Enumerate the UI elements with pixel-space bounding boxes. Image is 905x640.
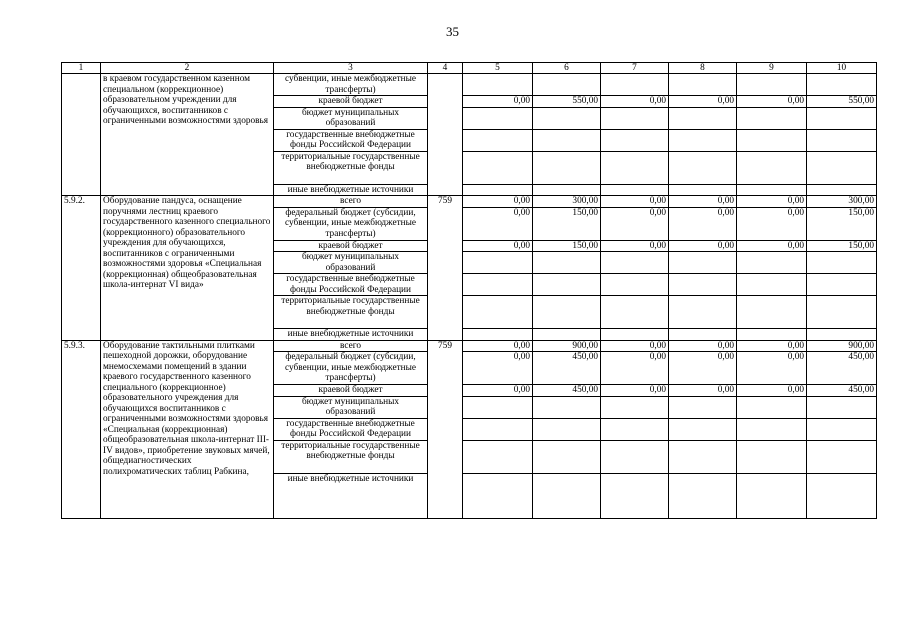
value-cell — [669, 151, 737, 184]
value-cell: 0,00 — [737, 240, 807, 252]
value-cell: 150,00 — [533, 240, 601, 252]
value-cell — [463, 274, 533, 296]
value-cell — [737, 396, 807, 418]
value-cell: 0,00 — [669, 240, 737, 252]
source-label: бюджет муниципальных образований — [274, 107, 428, 129]
value-cell: 0,00 — [737, 340, 807, 352]
value-cell: 450,00 — [533, 385, 601, 397]
value-cell — [601, 151, 669, 184]
item-code — [62, 74, 101, 196]
grbs-code — [428, 74, 463, 196]
value-cell: 0,00 — [669, 96, 737, 108]
value-cell: 450,00 — [807, 352, 877, 385]
value-cell: 0,00 — [463, 207, 533, 240]
value-cell — [601, 418, 669, 440]
item-name: в краевом государственном казенном специальном (коррекционное) образовательном учреждении для обучающихся, воспитанников с ограниченными возможностями здоровья — [101, 74, 274, 196]
source-label: иные внебюджетные источники — [274, 329, 428, 341]
value-cell: 0,00 — [463, 340, 533, 352]
value-cell — [463, 184, 533, 196]
value-cell — [533, 252, 601, 274]
source-label: федеральный бюджет (субсидии, субвенции, иные межбюджетные трансферты) — [274, 207, 428, 240]
source-label: государственные внебюджетные фонды Российской Федерации — [274, 274, 428, 296]
table-row — [62, 74, 877, 96]
value-cell — [807, 274, 877, 296]
value-cell — [669, 107, 737, 129]
value-cell: 0,00 — [601, 207, 669, 240]
value-cell: 0,00 — [601, 340, 669, 352]
value-cell — [737, 274, 807, 296]
value-cell — [533, 473, 601, 518]
source-label: территориальные государственные внебюджетные фонды — [274, 296, 428, 329]
value-cell — [669, 473, 737, 518]
item-name: Оборудование тактильными плитками пешеходной дорожки, оборудование мнемосхемами помещений в здании краевого государственного казенного специального (коррекционное) образовательного учреждения для обучающихся воспитанников с ограниченными возможностями здоровья «Специальная (коррекционная) общеобразовательная школа-интернат III-IV видов», приобретение звуковых мячей, общедиагностических полихроматических таблиц Рабкина, — [101, 340, 274, 518]
value-cell: 0,00 — [669, 385, 737, 397]
value-cell — [601, 252, 669, 274]
header-cell: 3 — [274, 63, 428, 74]
value-cell — [737, 418, 807, 440]
value-cell — [807, 440, 877, 473]
value-cell — [463, 151, 533, 184]
value-cell — [669, 74, 737, 96]
value-cell — [807, 107, 877, 129]
header-cell: 2 — [101, 63, 274, 74]
source-label: бюджет муниципальных образований — [274, 252, 428, 274]
value-cell — [601, 396, 669, 418]
source-label: краевой бюджет — [274, 96, 428, 108]
value-cell — [463, 473, 533, 518]
value-cell — [737, 329, 807, 341]
value-cell — [807, 151, 877, 184]
value-cell — [601, 296, 669, 329]
value-cell — [463, 418, 533, 440]
value-cell — [669, 329, 737, 341]
value-cell: 0,00 — [669, 340, 737, 352]
value-cell — [807, 418, 877, 440]
value-cell: 550,00 — [807, 96, 877, 108]
value-cell — [533, 151, 601, 184]
value-cell — [601, 329, 669, 341]
value-cell — [737, 74, 807, 96]
value-cell: 0,00 — [601, 196, 669, 208]
page-number: 35 — [446, 24, 459, 39]
value-cell — [669, 296, 737, 329]
value-cell: 150,00 — [533, 207, 601, 240]
source-label: иные внебюджетные источники — [274, 473, 428, 518]
value-cell: 0,00 — [601, 385, 669, 397]
value-cell — [807, 296, 877, 329]
value-cell — [601, 473, 669, 518]
value-cell — [669, 418, 737, 440]
value-cell: 0,00 — [601, 352, 669, 385]
value-cell — [669, 129, 737, 151]
value-cell — [601, 440, 669, 473]
item-name: Оборудование пандуса, оснащение поручнями лестниц краевого государственного казенного специального (коррекционного) образовательного учреждения для обучающихся, воспитанников с ограниченными возможностями здоровья «Специальная (коррекционная) общеобразовательная школа-интернат VI вида» — [101, 196, 274, 341]
value-cell — [737, 296, 807, 329]
value-cell: 150,00 — [807, 207, 877, 240]
value-cell: 0,00 — [463, 385, 533, 397]
value-cell — [737, 151, 807, 184]
value-cell: 0,00 — [669, 196, 737, 208]
source-label: субвенции, иные межбюджетные трансферты) — [274, 74, 428, 96]
value-cell — [533, 396, 601, 418]
header-cell: 10 — [807, 63, 877, 74]
value-cell: 0,00 — [737, 207, 807, 240]
value-cell — [737, 184, 807, 196]
table-body — [62, 63, 877, 519]
value-cell — [737, 440, 807, 473]
budget-table — [61, 62, 877, 519]
value-cell — [669, 252, 737, 274]
value-cell: 0,00 — [737, 196, 807, 208]
value-cell — [463, 129, 533, 151]
value-cell: 550,00 — [533, 96, 601, 108]
source-label: краевой бюджет — [274, 240, 428, 252]
value-cell — [533, 129, 601, 151]
value-cell: 0,00 — [601, 96, 669, 108]
value-cell — [463, 107, 533, 129]
value-cell — [463, 440, 533, 473]
value-cell — [601, 184, 669, 196]
value-cell — [533, 418, 601, 440]
value-cell — [807, 473, 877, 518]
value-cell: 300,00 — [807, 196, 877, 208]
value-cell — [533, 274, 601, 296]
value-cell — [533, 74, 601, 96]
header-cell: 7 — [601, 63, 669, 74]
header-cell: 9 — [737, 63, 807, 74]
table-row — [62, 196, 877, 208]
table-row — [62, 340, 877, 352]
value-cell — [463, 74, 533, 96]
source-label: иные внебюджетные источники — [274, 184, 428, 196]
header-cell: 8 — [669, 63, 737, 74]
value-cell — [601, 274, 669, 296]
value-cell — [737, 129, 807, 151]
value-cell — [669, 184, 737, 196]
source-label: государственные внебюджетные фонды Российской Федерации — [274, 129, 428, 151]
value-cell: 0,00 — [669, 352, 737, 385]
value-cell — [533, 296, 601, 329]
value-cell — [533, 107, 601, 129]
value-cell — [533, 440, 601, 473]
value-cell — [807, 329, 877, 341]
value-cell — [737, 473, 807, 518]
value-cell — [533, 329, 601, 341]
value-cell: 0,00 — [737, 385, 807, 397]
value-cell — [807, 184, 877, 196]
value-cell: 900,00 — [533, 340, 601, 352]
value-cell — [533, 184, 601, 196]
source-label: бюджет муниципальных образований — [274, 396, 428, 418]
value-cell: 0,00 — [463, 240, 533, 252]
source-label: федеральный бюджет (субсидии, субвенции, иные межбюджетные трансферты) — [274, 352, 428, 385]
value-cell: 150,00 — [807, 240, 877, 252]
value-cell: 300,00 — [533, 196, 601, 208]
value-cell — [463, 252, 533, 274]
value-cell: 450,00 — [533, 352, 601, 385]
value-cell — [807, 396, 877, 418]
value-cell — [737, 107, 807, 129]
source-label: территориальные государственные внебюджетные фонды — [274, 440, 428, 473]
value-cell — [737, 252, 807, 274]
value-cell: 0,00 — [669, 207, 737, 240]
value-cell — [669, 274, 737, 296]
header-cell: 1 — [62, 63, 101, 74]
grbs-code: 759 — [428, 340, 463, 518]
value-cell: 0,00 — [463, 352, 533, 385]
item-code: 5.9.2. — [62, 196, 101, 341]
value-cell — [601, 129, 669, 151]
value-cell — [463, 296, 533, 329]
value-cell: 450,00 — [807, 385, 877, 397]
source-label: краевой бюджет — [274, 385, 428, 397]
value-cell — [807, 252, 877, 274]
source-label: всего — [274, 340, 428, 352]
value-cell — [669, 396, 737, 418]
source-label: территориальные государственные внебюджетные фонды — [274, 151, 428, 184]
source-label: всего — [274, 196, 428, 208]
value-cell — [669, 440, 737, 473]
value-cell: 0,00 — [737, 352, 807, 385]
value-cell — [463, 329, 533, 341]
item-code: 5.9.3. — [62, 340, 101, 518]
value-cell: 0,00 — [463, 196, 533, 208]
value-cell: 0,00 — [463, 96, 533, 108]
source-label: государственные внебюджетные фонды Российской Федерации — [274, 418, 428, 440]
value-cell: 0,00 — [737, 96, 807, 108]
value-cell — [807, 74, 877, 96]
header-cell: 6 — [533, 63, 601, 74]
value-cell: 0,00 — [601, 240, 669, 252]
value-cell — [807, 129, 877, 151]
grbs-code: 759 — [428, 196, 463, 341]
value-cell — [601, 107, 669, 129]
value-cell — [601, 74, 669, 96]
value-cell — [463, 396, 533, 418]
header-row — [62, 63, 877, 74]
header-cell: 4 — [428, 63, 463, 74]
value-cell: 900,00 — [807, 340, 877, 352]
header-cell: 5 — [463, 63, 533, 74]
